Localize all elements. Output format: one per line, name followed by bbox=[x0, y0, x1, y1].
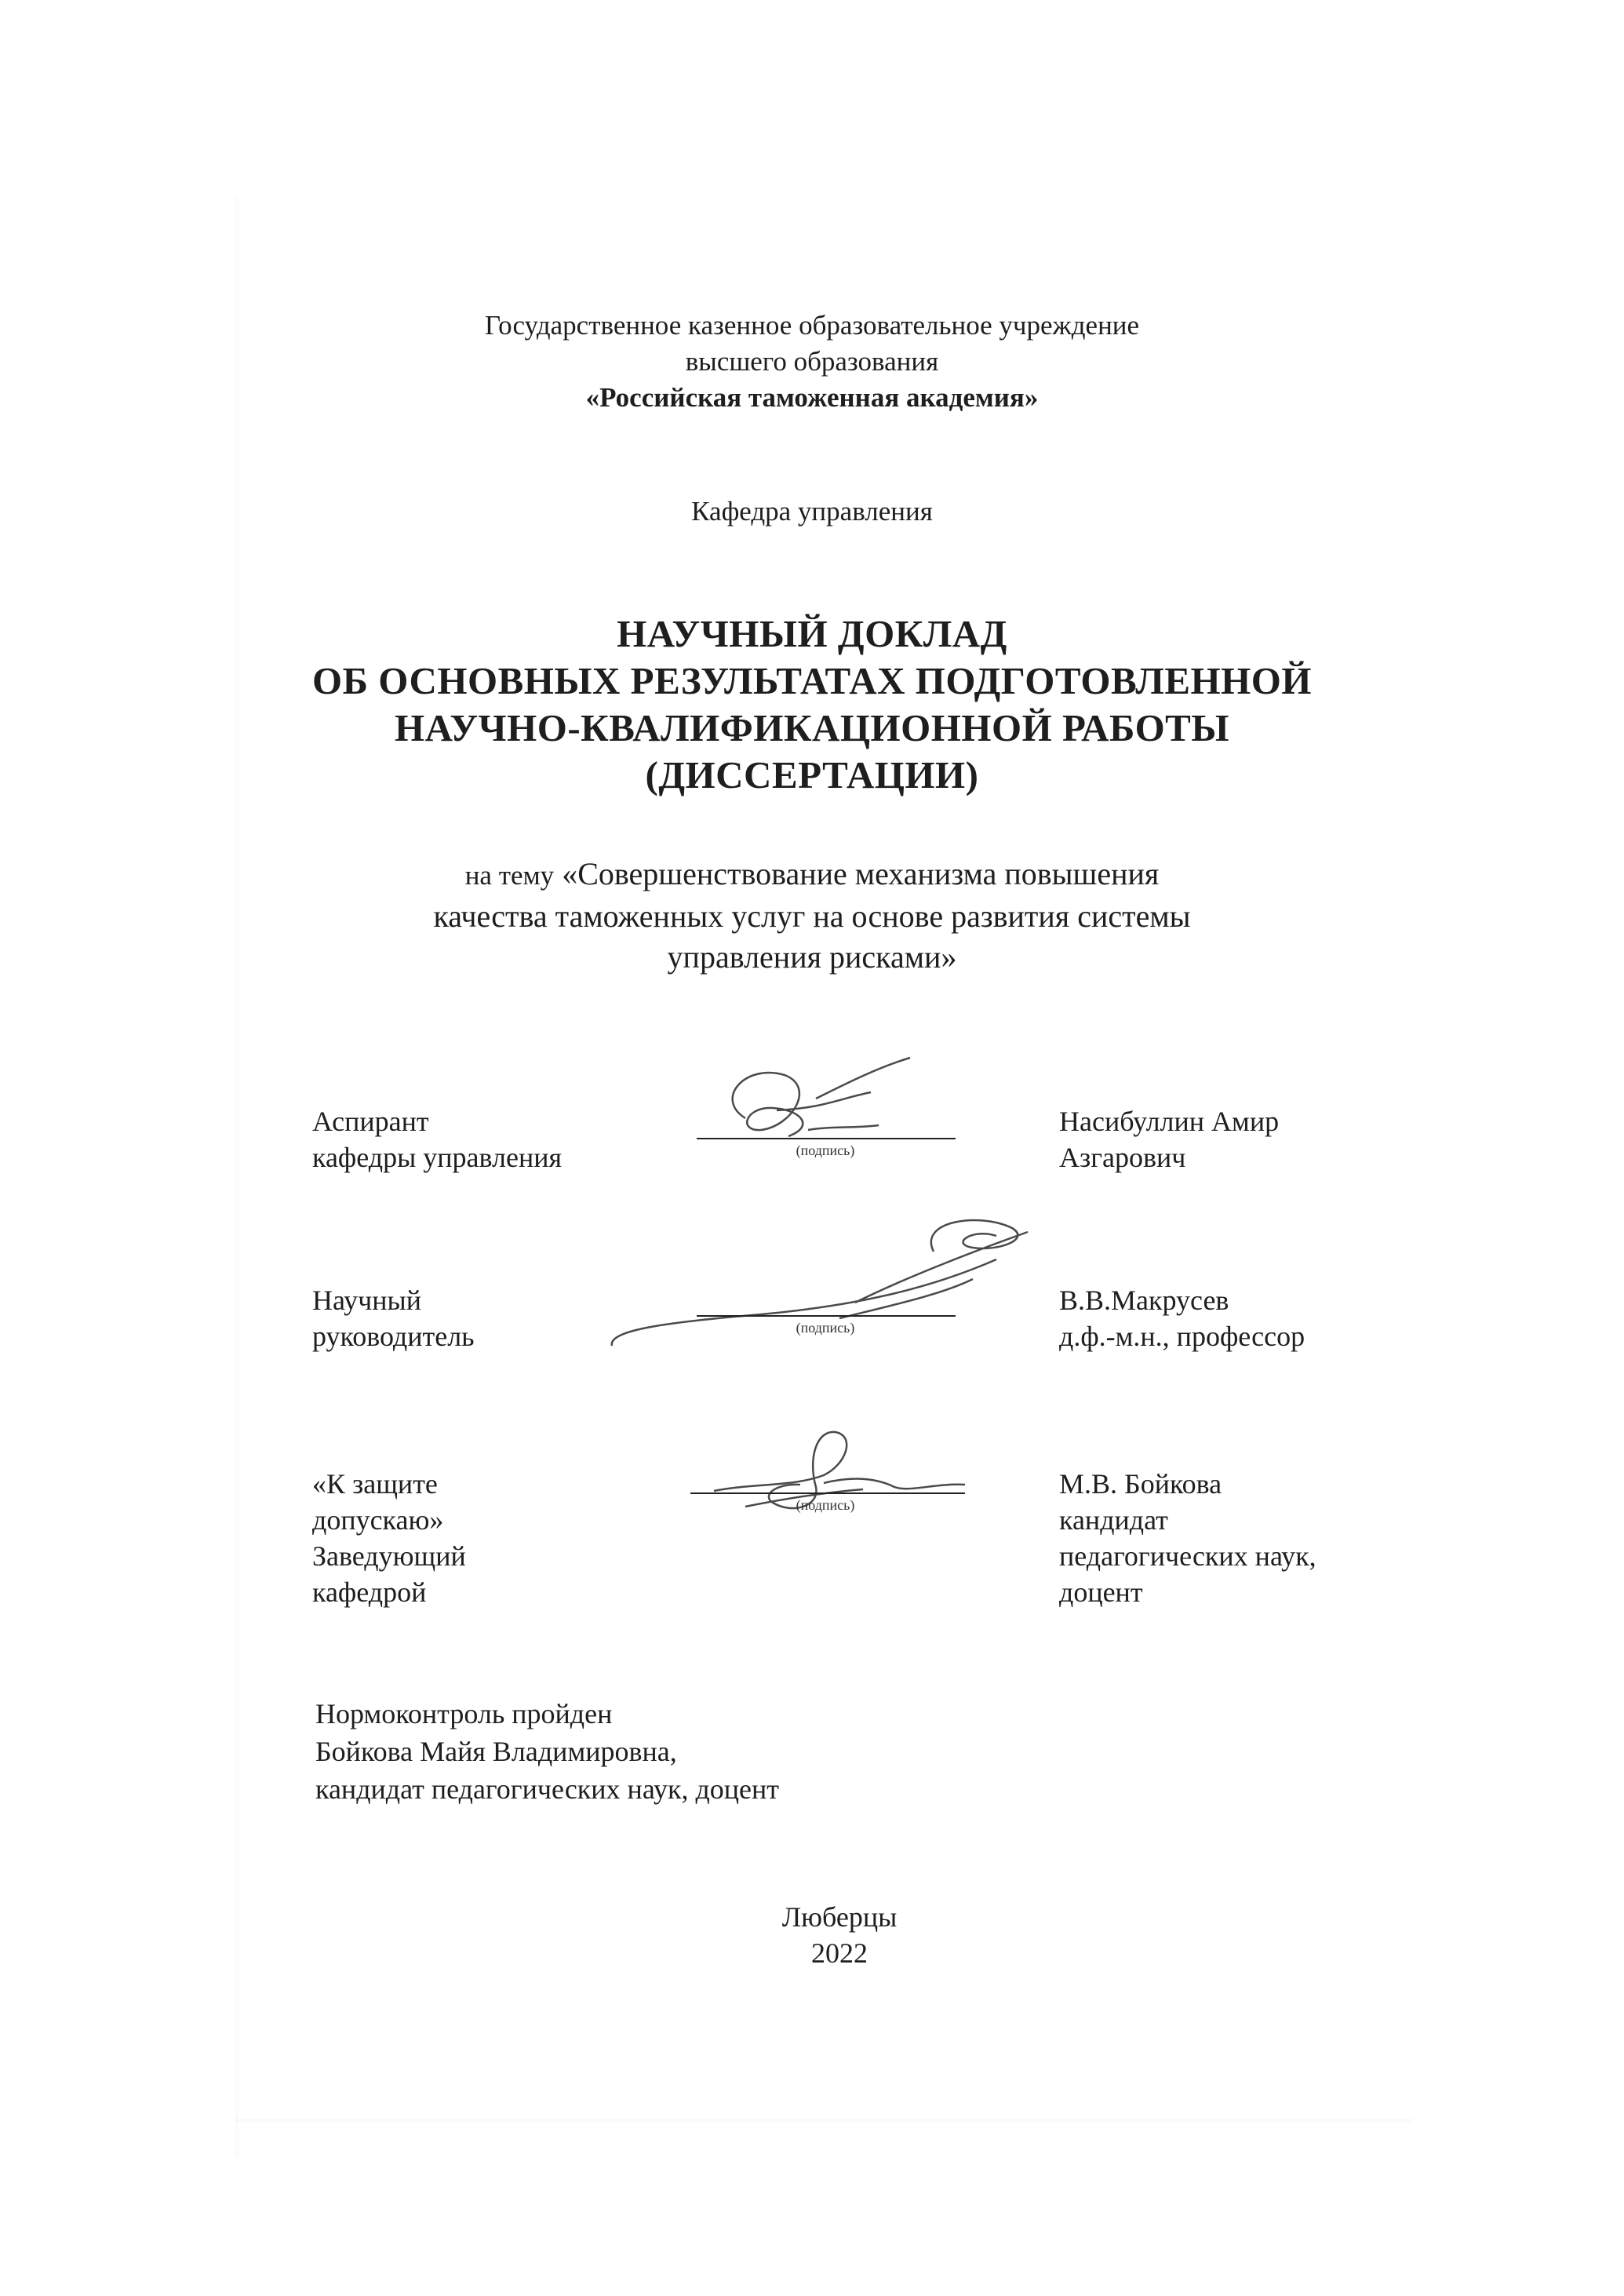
institution-name: «Российская таможенная академия» bbox=[585, 382, 1039, 413]
signature-3-role bbox=[312, 1466, 466, 1610]
name-line: Насибуллин Амир bbox=[1059, 1106, 1280, 1137]
signature-1-name bbox=[1059, 1103, 1279, 1175]
scan-shadow bbox=[235, 196, 240, 2158]
topic-text-1: «Совершенствование механизма повышения bbox=[562, 856, 1160, 891]
title-line-4: (ДИССЕРТАЦИИ) bbox=[645, 753, 979, 796]
name-line: педагогических наук, bbox=[1059, 1540, 1316, 1572]
signature-2-caption: (подпись) bbox=[796, 1320, 855, 1336]
signature-2-name bbox=[1059, 1282, 1305, 1354]
normcontrol-block bbox=[315, 1695, 779, 1808]
signature-1-role bbox=[312, 1103, 562, 1175]
signature-1-line bbox=[697, 1138, 956, 1139]
signature-3-caption: (подпись) bbox=[796, 1497, 855, 1513]
footer bbox=[0, 1899, 1624, 1971]
topic-line-2: качества таможенных услуг на основе развития системы bbox=[433, 898, 1191, 934]
role-line: Аспирант bbox=[312, 1106, 429, 1137]
role-line: кафедры управления bbox=[312, 1142, 563, 1173]
name-line: В.В.Макрусев bbox=[1059, 1285, 1229, 1316]
name-line: М.В. Бойкова bbox=[1059, 1468, 1222, 1500]
signature-3-scribble bbox=[698, 1420, 981, 1530]
role-line: Заведующий bbox=[312, 1540, 466, 1572]
signature-2-role bbox=[312, 1282, 475, 1354]
normcontrol-line-1: Нормоконтроль пройден bbox=[315, 1698, 613, 1729]
topic-line-3: управления рисками» bbox=[667, 939, 957, 975]
normcontrol-line-2: Бойкова Майя Владимировна, bbox=[315, 1736, 677, 1767]
department-name: Кафедра управления bbox=[691, 496, 933, 527]
name-line: доцент bbox=[1059, 1576, 1143, 1608]
signature-3-line bbox=[690, 1492, 965, 1494]
signature-2-line bbox=[697, 1315, 956, 1317]
title-line-2: ОБ ОСНОВНЫХ РЕЗУЛЬТАТАХ ПОДГОТОВЛЕННОЙ bbox=[312, 659, 1312, 702]
name-line: кандидат bbox=[1059, 1504, 1168, 1536]
name-line: д.ф.-м.н., профессор bbox=[1059, 1321, 1305, 1352]
title-line-1: НАУЧНЫЙ ДОКЛАД bbox=[617, 612, 1007, 655]
role-line: кафедрой bbox=[312, 1576, 427, 1608]
topic-line-1 bbox=[0, 854, 1624, 896]
role-line: Научный bbox=[312, 1285, 421, 1316]
footer-city: Люберцы bbox=[781, 1901, 898, 1933]
role-line: руководитель bbox=[312, 1321, 475, 1352]
scan-shadow-bottom bbox=[235, 2119, 1412, 2122]
signature-2-scribble bbox=[604, 1204, 1043, 1361]
title-line-3: НАУЧНО-КВАЛИФИКАЦИОННОЙ РАБОТЫ bbox=[395, 706, 1229, 749]
role-line: «К защите bbox=[312, 1468, 438, 1500]
institution-line-2: высшего образования bbox=[685, 346, 939, 377]
footer-year: 2022 bbox=[811, 1937, 868, 1969]
document-title bbox=[0, 610, 1624, 799]
name-line: Азгарович bbox=[1059, 1142, 1186, 1173]
topic-lead: на тему bbox=[464, 860, 555, 891]
signature-1-caption: (подпись) bbox=[796, 1143, 855, 1158]
dissertation-topic bbox=[0, 854, 1624, 978]
signature-3-name bbox=[1059, 1466, 1316, 1610]
role-line: допускаю» bbox=[312, 1504, 444, 1536]
normcontrol-line-3: кандидат педагогических наук, доцент bbox=[315, 1773, 780, 1805]
institution-line-1: Государственное казенное образовательное учреждение bbox=[484, 310, 1140, 341]
institution-header bbox=[0, 308, 1624, 416]
